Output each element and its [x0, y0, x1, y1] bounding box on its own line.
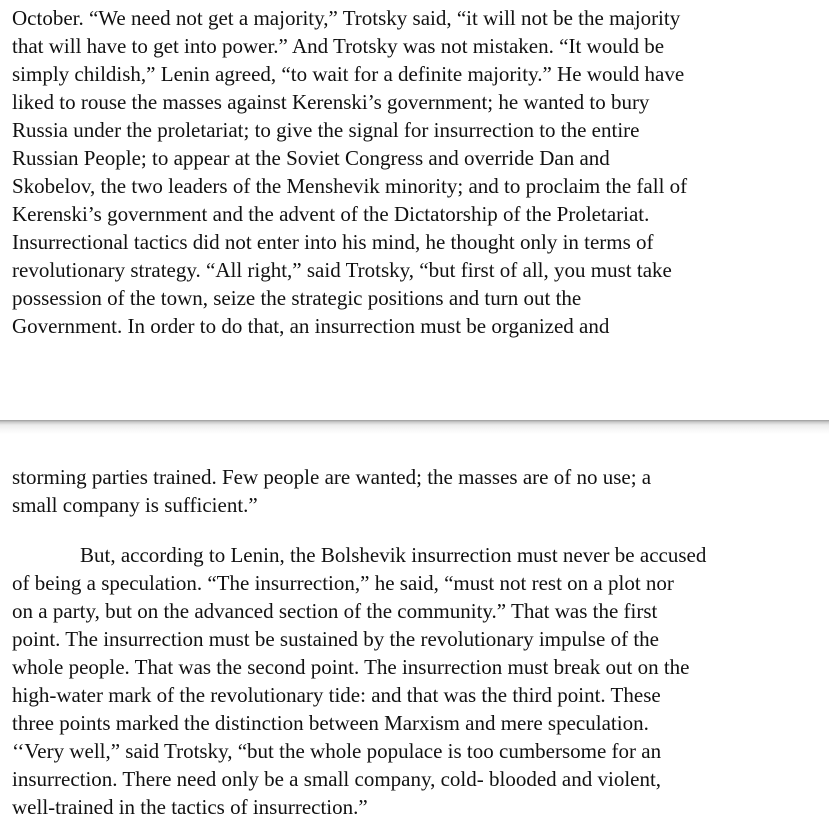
text-line: Russia under the proletariat; to give the signal for insurrection to the entire: [12, 118, 640, 142]
text-line: October. “We need not get a majority,” Trotsky said, “it will not be the majority: [12, 6, 681, 30]
text-line: of being a speculation. “The insurrection,” he said, “must not rest on a plot nor: [12, 571, 674, 595]
text-line: point. The insurrection must be sustained by the revolutionary impulse of the: [12, 627, 659, 651]
text-line: three points marked the distinction between Marxism and mere speculation.: [12, 711, 649, 735]
page-bottom-text: [12, 463, 827, 821]
text-line: Russian People; to appear at the Soviet Congress and override Dan and: [12, 146, 610, 170]
text-line: revolutionary strategy. “All right,” said Trotsky, “but first of all, you must take: [12, 258, 672, 282]
text-line: But, according to Lenin, the Bolshevik insurrection must never be accused: [80, 543, 707, 567]
text-line: insurrection. There need only be a small company, cold- blooded and violent,: [12, 767, 662, 791]
page-top-text: [12, 4, 827, 340]
text-line: whole people. That was the second point. The insurrection must break out on the: [12, 655, 690, 679]
text-line: storming parties trained. Few people are wanted; the masses are of no use; a: [12, 465, 652, 489]
text-line: Government. In order to do that, an insurrection must be organized and: [12, 314, 610, 338]
document-page-bottom: [0, 434, 829, 823]
text-line: that will have to get into power.” And Trotsky was not mistaken. “It would be: [12, 34, 665, 58]
text-line: Kerenski’s government and the advent of the Dictatorship of the Proletariat.: [12, 202, 650, 226]
text-line: ‘‘Very well,” said Trotsky, “but the whole populace is too cumbersome for an: [12, 739, 662, 763]
text-line: well-trained in the tactics of insurrection.”: [12, 795, 368, 819]
text-line: Insurrectional tactics did not enter into his mind, he thought only in terms of: [12, 230, 654, 254]
text-line: possession of the town, seize the strategic positions and turn out the: [12, 286, 582, 310]
page-separator: [0, 420, 829, 434]
text-line: liked to rouse the masses against Kerenski’s government; he wanted to bury: [12, 90, 650, 114]
text-line: simply childish,” Lenin agreed, “to wait for a definite majority.” He would have: [12, 62, 685, 86]
paragraph-gap: [12, 519, 827, 541]
text-line: small company is sufficient.”: [12, 493, 258, 517]
text-line: high-water mark of the revolutionary tide: and that was the third point. These: [12, 683, 661, 707]
text-line: on a party, but on the advanced section of the community.” That was the first: [12, 599, 658, 623]
text-line: Skobelov, the two leaders of the Menshevik minority; and to proclaim the fall of: [12, 174, 688, 198]
